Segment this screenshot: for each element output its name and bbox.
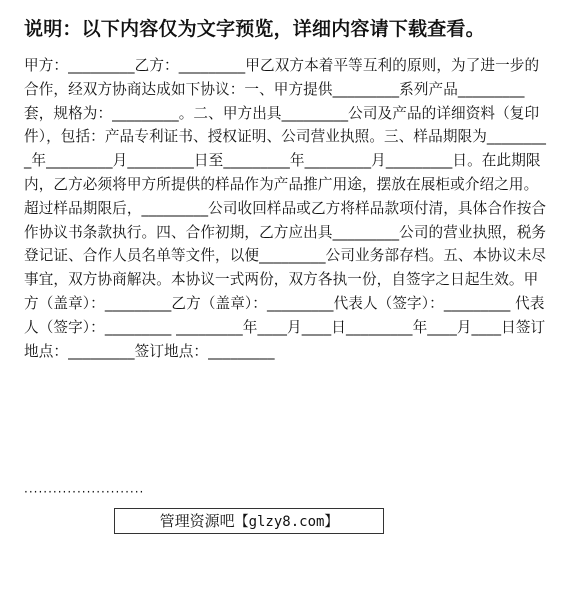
source-label: 管理资源吧	[159, 512, 235, 530]
source-site: 【glzy8.com】	[234, 514, 339, 530]
preview-notice: 说明：以下内容仅为文字预览，详细内容请下载查看。	[24, 18, 485, 40]
dotted-separator: ·························	[24, 485, 145, 499]
source-link-box[interactable]	[114, 508, 384, 534]
agreement-text: 甲方：_________乙方：_________甲乙双方本着平等互利的原则，为了进一步的合作，经双方协商达成如下协议：一、甲方提供_________系列产品_________套，规格为：_________。二、甲方出具_________公司及产品的详细资料（复印件），包括：产品专利证书、授权证明、公司营业执照。三、样品期限为_________年_________月_________日至_________年_________月_________日。在此期限内，乙方必须将甲方所提供的样品作为产品推广用途，摆放在展柜或介绍之用。超过样品期限后，_________公司收回样品或乙方将样品款项付清，具体合作按合作协议书条款执行。四、合作初期，乙方应出具_________公司的营业执照，税务登记证、合作人员名单等文件，以便_________公司业务部存档。五、本协议未尽事宜，双方协商解决。本协议一式两份，双方各执一份，自签字之日起生效。甲方（盖章）：_________乙方（盖章）：_________代表人（签字）：_________ 代表人（签字）：_________ _________年____月____日_________年____月____日签订地点：_________签订地点：_________	[24, 57, 547, 360]
